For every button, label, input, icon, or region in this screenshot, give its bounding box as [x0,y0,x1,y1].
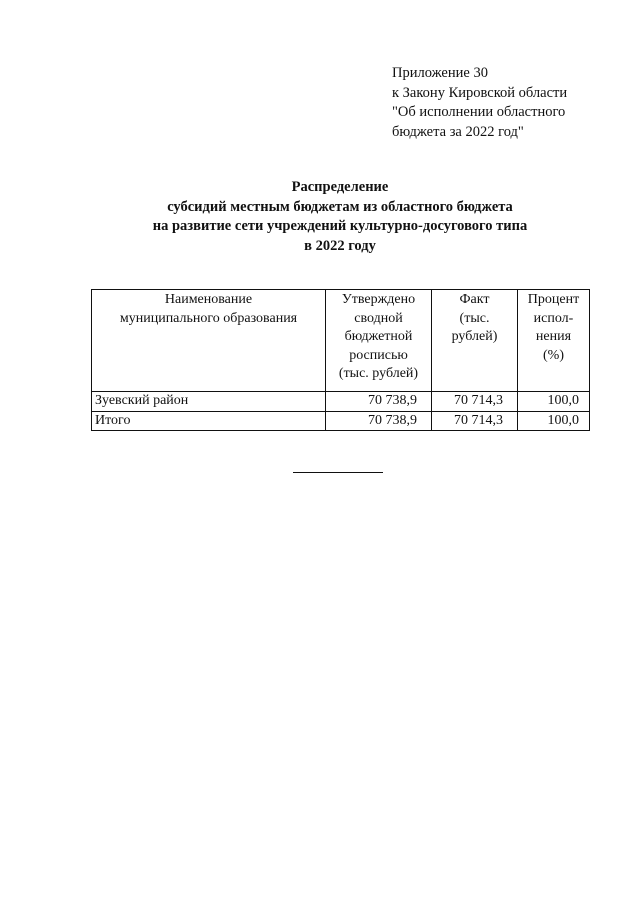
title-line: субсидий местным бюджетам из областного бюджета [167,198,513,215]
appendix-line: к Закону Кировской области [392,84,568,101]
document-title [60,178,620,256]
table-total-row [92,411,590,431]
cell-municipality: Итого [92,411,326,431]
cell-actual: 70 714,3 [432,392,518,412]
cell-municipality: Зуевский район [92,392,326,412]
appendix-note [392,64,632,142]
cell-approved: 70 738,9 [326,411,432,431]
cell-actual: 70 714,3 [432,411,518,431]
title-line: на развитие сети учреждений культурно-досугового типа [152,218,528,234]
title-line: Распределение [291,179,389,195]
table-row [92,392,590,412]
appendix-line: "Об исполнении областного [392,104,566,120]
cell-percent: 100,0 [518,392,590,412]
title-line: в 2022 году [304,237,376,254]
header-percent: Процент испол- нения (%) [518,290,590,392]
table-header-row [92,290,590,392]
header-actual: Факт (тыс. рублей) [432,290,518,392]
cell-approved: 70 738,9 [326,392,432,412]
end-divider [293,472,383,473]
subsidy-table [91,289,590,431]
cell-percent: 100,0 [518,411,590,431]
appendix-line: Приложение 30 [392,65,488,81]
header-approved: Утверждено сводной бюджетной росписью (тыс. рублей) [326,290,432,392]
appendix-line: бюджета за 2022 год" [392,123,524,140]
header-municipality: Наименование муниципального образования [92,290,326,392]
